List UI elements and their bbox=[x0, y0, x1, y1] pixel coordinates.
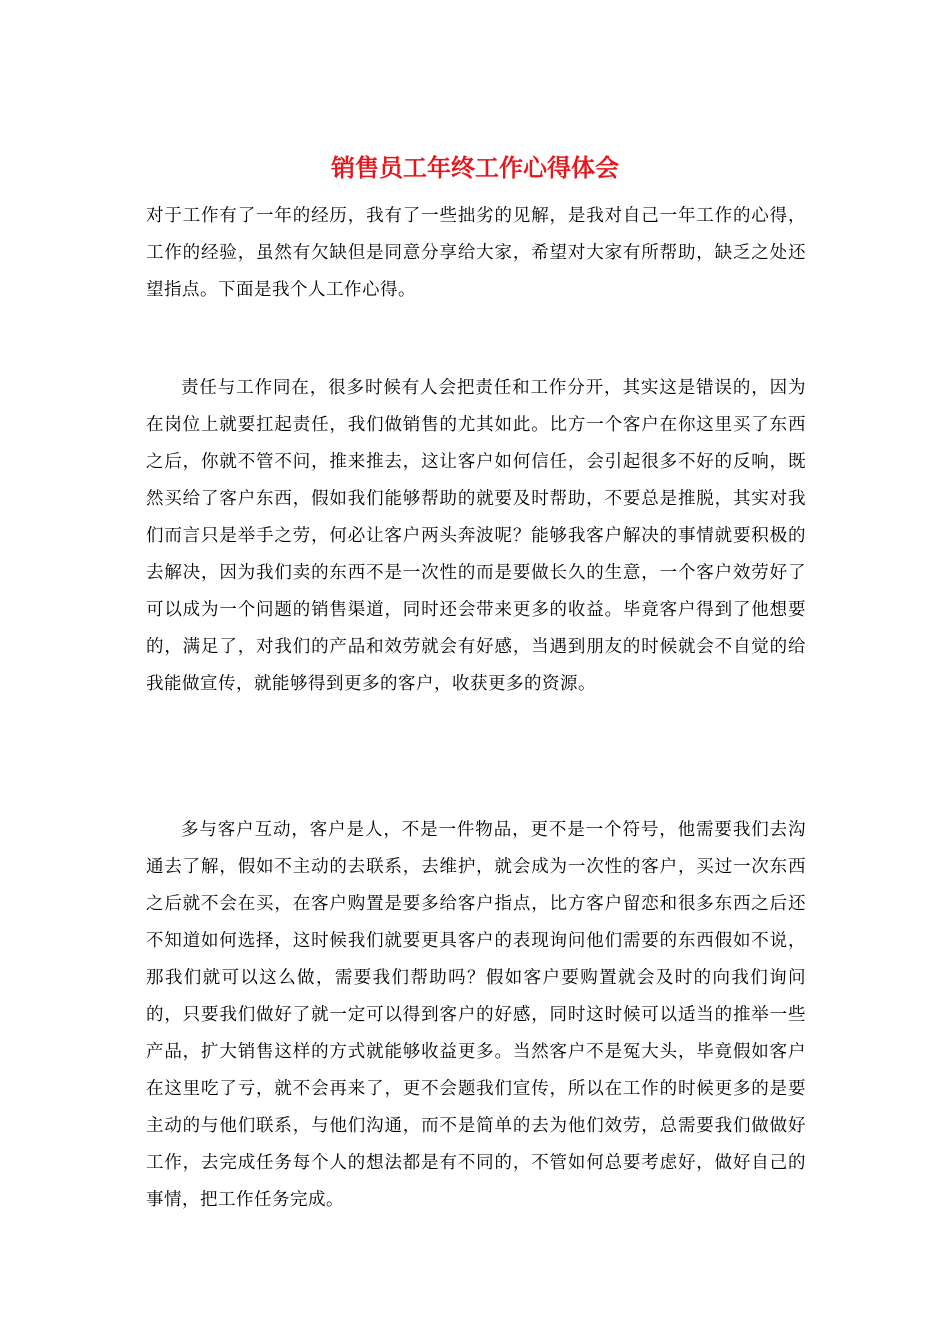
intro-paragraph: 对于工作有了一年的经历，我有了一些拙劣的见解，是我对自己一年工作的心得，工作的经验，虽然有欠缺但是同意分享给大家，希望对大家有所帮助，缺乏之处还望指点。下面是我个人工作心得。 bbox=[146, 206, 806, 300]
body-paragraph-customer-interaction: 多与客户互动，客户是人，不是一件物品，更不是一个符号，他需要我们去沟通去了解，假如不主动的去联系，去维护，就会成为一次性的客户，买过一次东西之后就不会在买，在客户购置是要多给客户指点，比方客户留恋和很多东西之后还不知道如何选择，这时候我们就要更具客户的表现询问他们需要的东西假如不说，那我们就可以这么做，需要我们帮助吗？假如客户要购置就会及时的向我们询问的，只要我们做好了就一定可以得到客户的好感，同时这时候可以适当的推举一些产品，扩大销售这样的方式就能够收益更多。当然客户不是冤大头，毕竟假如客户在这里吃了亏，就不会再来了，更不会题我们宣传，所以在工作的时候更多的是要主动的与他们联系，与他们沟通，而不是简单的去为他们效劳，总需要我们做做好工作，去完成任务每个人的想法都是有不同的，不管如何总要考虑好，做好自己的事情，把工作任务完成。 bbox=[146, 820, 806, 1210]
document-title: 销售员工年终工作心得体会 bbox=[331, 153, 619, 182]
body-paragraph-responsibility: 责任与工作同在，很多时候有人会把责任和工作分开，其实这是错误的，因为在岗位上就要扛起责任，我们做销售的尤其如此。比方一个客户在你这里买了东西之后，你就不管不问，推来推去，这让客户如何信任，会引起很多不好的反响，既然买给了客户东西，假如我们能够帮助的就要及时帮助，不要总是推脱，其实对我们而言只是举手之劳，何必让客户两头奔波呢？能够我客户解决的事情就要积极的去解决，因为我们卖的东西不是一次性的而是要做长久的生意，一个客户效劳好了可以成为一个问题的销售渠道，同时还会带来更多的收益。毕竟客户得到了他想要的，满足了，对我们的产品和效劳就会有好感，当遇到朋友的时候就会不自觉的给我能做宣传，就能够得到更多的客户，收获更多的资源。 bbox=[146, 378, 806, 694]
